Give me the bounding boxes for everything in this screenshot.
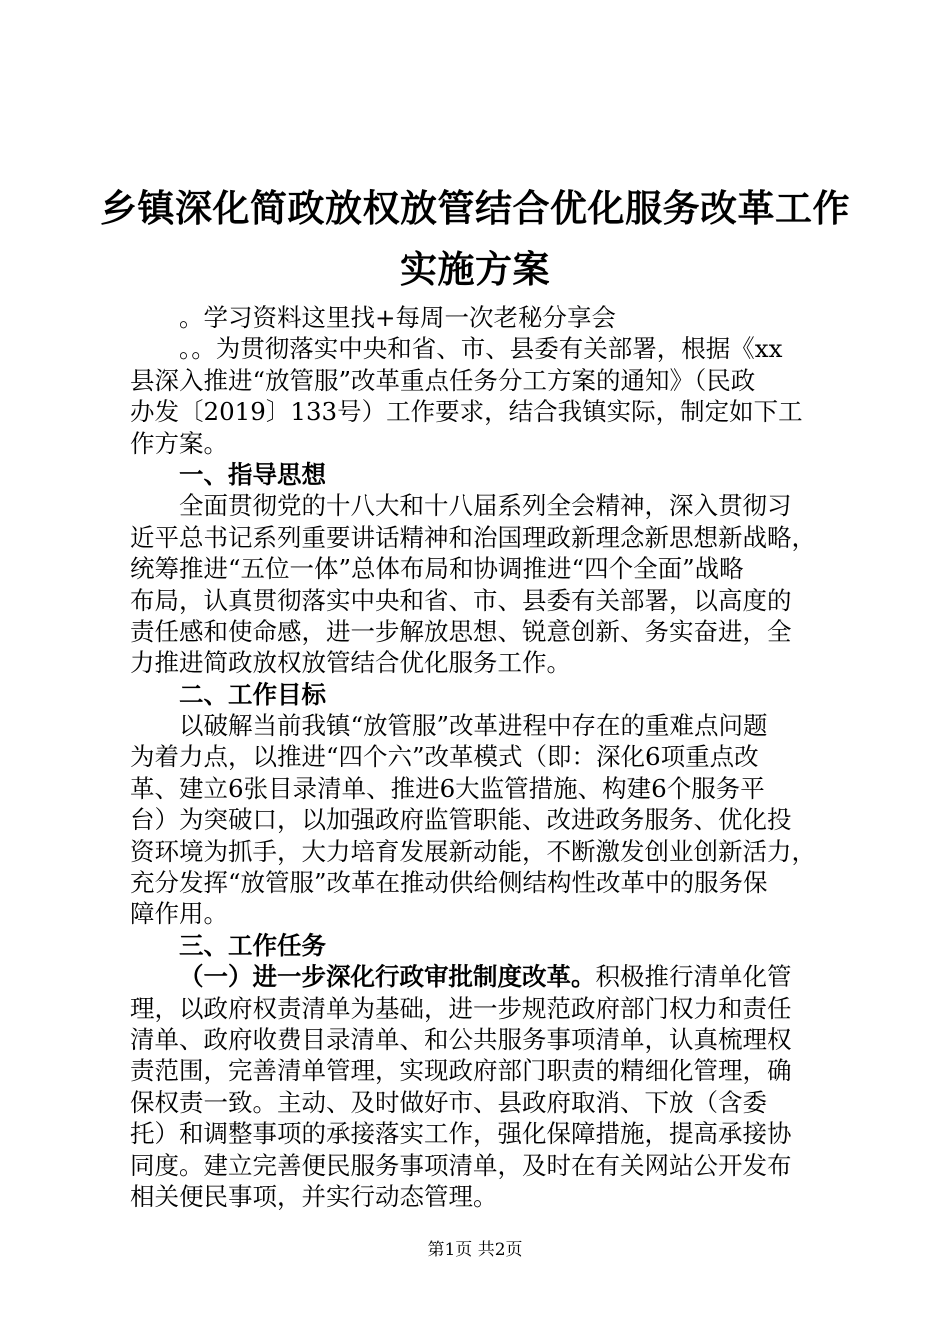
paragraph-line: 资环境为抓手，大力培育发展新动能，不断激发创业创新活力， (130, 836, 816, 866)
paragraph-line: 理，以政府权责清单为基础，进一步规范政府部门权力和责任 (130, 993, 792, 1023)
paragraph-line: 布局，认真贯彻落实中央和省、市、县委有关部署，以高度的 (130, 585, 792, 615)
paragraph-line: 革、建立6张目录清单、推进6大监管措施、构建6个服务平 (130, 773, 765, 803)
paragraph-line: 以破解当前我镇“放管服”改革进程中存在的重难点问题 (179, 711, 768, 741)
paragraph-line: 台）为突破口，以加强政府监管职能、改进政务服务、优化投 (130, 805, 792, 835)
paragraph-line: 清单、政府收费目录清单、和公共服务事项清单，认真梳理权 (130, 1024, 792, 1054)
paragraph-line: 障作用。 (130, 899, 228, 929)
paragraph-line: 县深入推进“放管服”改革重点任务分工方案的通知》（民政 (130, 365, 756, 395)
page-number-footer: 第1页 共2页 (427, 1240, 523, 1260)
paragraph-line: 近平总书记系列重要讲话精神和治国理政新理念新思想新战略， (130, 522, 816, 552)
paragraph-line: 统筹推进“五位一体”总体布局和协调推进“四个全面”战略 (130, 554, 744, 584)
paragraph-line: 同度。建立完善便民服务事项清单，及时在有关网站公开发布 (130, 1150, 792, 1180)
paragraph-line-with-subheading (130, 961, 830, 992)
document-body (130, 302, 830, 1212)
paragraph-line: 力推进简政放权放管结合优化服务工作。 (130, 648, 571, 678)
document-title-line-2: 实施方案 (400, 248, 550, 291)
paragraph-line: 作方案。 (130, 428, 228, 458)
section-heading-guiding-ideology: 一、指导思想 (179, 459, 326, 489)
section-heading-work-tasks: 三、工作任务 (179, 930, 326, 960)
paragraph-line: 责范围，完善清单管理，实现政府部门职责的精细化管理，确 (130, 1056, 792, 1086)
paragraph-line: 为着力点，以推进“四个六”改革模式（即：深化6项重点改 (130, 742, 759, 772)
paragraph-line: 责任感和使命感，进一步解放思想、锐意创新、务实奋进，全 (130, 616, 792, 646)
paragraph-line: 保权责一致。主动、及时做好市、县政府取消、下放（含委 (130, 1087, 767, 1117)
paragraph-line: 托）和调整事项的承接落实工作，强化保障措施，提高承接协 (130, 1119, 792, 1149)
section-heading-work-goals: 二、工作目标 (179, 679, 326, 709)
document-title-line-1: 乡镇深化简政放权放管结合优化服务改革工作 (100, 187, 850, 230)
paragraph-line: 充分发挥“放管服”改革在推动供给侧结构性改革中的服务保 (130, 868, 768, 898)
paragraph-line: 。学习资料这里找+每周一次老秘分享会 (179, 303, 617, 332)
paragraph-line: 办发〔2019〕133号）工作要求，结合我镇实际，制定如下工 (130, 397, 803, 427)
subsection-heading: （一）进一步深化行政审批制度改革。 (179, 962, 596, 992)
paragraph-line: 。。为贯彻落实中央和省、市、县委有关部署，根据《xx (179, 334, 783, 364)
paragraph-line: 全面贯彻党的十八大和十八届系列全会精神，深入贯彻习 (179, 491, 792, 521)
paragraph-line: 相关便民事项，并实行动态管理。 (130, 1181, 498, 1211)
paragraph-text: 积极推行清单化管 (595, 962, 792, 992)
